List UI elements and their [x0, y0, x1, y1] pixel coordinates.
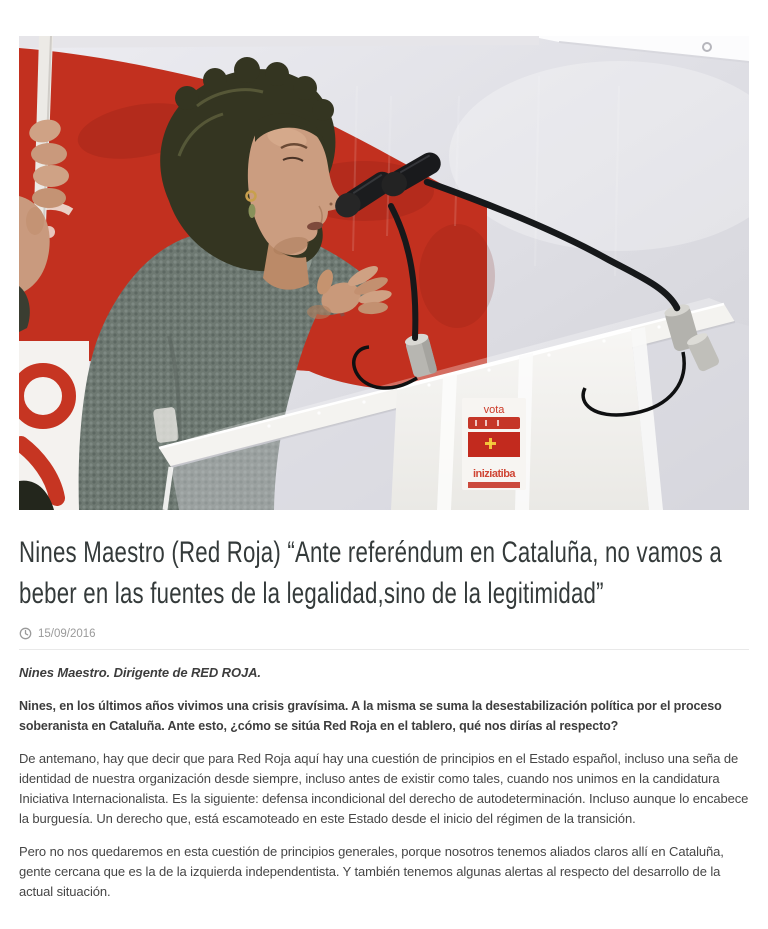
clock-icon — [19, 627, 32, 640]
paragraph-answer-2: Pero no nos quedaremos en esta cuestión de principios generales, porque nosotros tenemos aliados claros allí en Cataluña, gente cercana que es la de la izquierda independentista. Y también tenemos algunas alertas al respecto del desarrollo de la actual situación. — [19, 844, 724, 899]
sticker-word-text: iniziatiba — [472, 468, 516, 480]
post-title — [19, 532, 749, 614]
lectern-sticker — [462, 398, 526, 490]
divider — [19, 649, 749, 650]
sticker-top-text: vota — [483, 404, 505, 416]
post-meta — [19, 627, 749, 640]
paragraph-answer-1: De antemano, hay que decir que para Red Roja aquí hay una cuestión de principios en el Estado español, incluso una seña de identidad de nuestra organización desde siempre, incluso antes de existir como tales, cuando nos unimos en la candidatura Iniciativa Internacionalista. Es la siguiente: defensa incondicional del derecho de autodeterminación. Incluso aunque lo encabece la burguesía. Un derecho que, está escamoteado en este Estado desde el inicio del régimen de la transición. — [19, 751, 749, 826]
paragraph-byline: Nines Maestro. Dirigente de RED ROJA. — [19, 665, 261, 680]
featured-image-illustration — [19, 36, 749, 510]
post-date: 15/09/2016 — [38, 627, 96, 640]
post-title-line-1: Nines Maestro (Red Roja) “Ante referéndum en Cataluña, no vamos a — [19, 536, 722, 569]
featured-image — [19, 36, 749, 510]
post-title-line-2: beber en las fuentes de la legalidad,sino de la legitimidad” — [19, 577, 604, 610]
paragraph-question: Nines, en los últimos años vivimos una crisis gravísima. A la misma se suma la desestabilización política por el proceso soberanista en Cataluña. Ante esto, ¿cómo se sitúa Red Roja en el tablero, qué nos dirías al respecto? — [19, 699, 722, 733]
